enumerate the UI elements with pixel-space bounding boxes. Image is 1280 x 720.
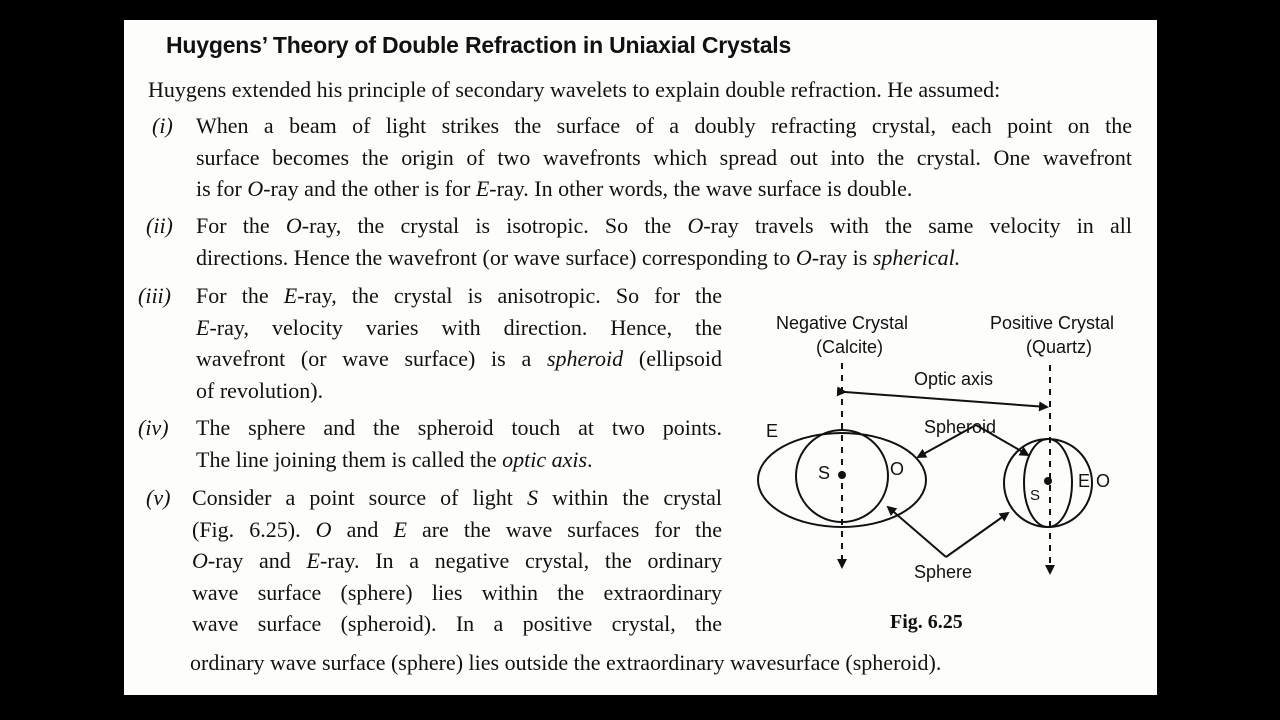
item-line: O-ray and E-ray. In a negative crystal, the ordinary — [192, 548, 722, 573]
left-O-label: O — [890, 459, 905, 479]
optic-axis-label: Optic axis — [914, 369, 994, 389]
item-line: For the E-ray, the crystal is anisotropic. So for the — [196, 283, 722, 308]
item-number: (iv) — [138, 415, 169, 440]
item-line: The line joining them is called the optic axis. — [196, 446, 593, 472]
intro-paragraph: Huygens extended his principle of secondary wavelets to explain double refraction. He assumed: — [148, 77, 1001, 102]
item-line: Consider a point source of light S within the crystal — [192, 485, 722, 510]
item-line: wavefront (or wave surface) is a spheroid (ellipsoid — [196, 346, 722, 371]
item-line: The sphere and the spheroid touch at two points. — [196, 415, 722, 440]
item-line: For the O-ray, the crystal is isotropic. So the O-ray travels with the same velocity in all — [196, 213, 1132, 238]
right-O-label: O — [1096, 471, 1111, 491]
item-line: of revolution). — [196, 377, 324, 403]
item-line: (Fig. 6.25). O and E are the wave surfaces for the — [192, 516, 723, 542]
item-number: (iii) — [138, 283, 171, 308]
figure-caption: Fig. 6.25 — [890, 611, 963, 633]
negative-crystal-sublabel: (Calcite) — [816, 337, 884, 357]
left-E-label: E — [766, 421, 779, 441]
item-line: ordinary wave surface (sphere) lies outside the extraordinary wavesurface (spheroid). — [190, 650, 942, 675]
positive-crystal-sublabel: (Quartz) — [1026, 337, 1093, 357]
section-title: Huygens’ Theory of Double Refraction in Uniaxial Crystals — [166, 32, 792, 58]
right-source-point — [1044, 477, 1052, 485]
item-number: (v) — [146, 485, 171, 510]
positive-crystal-label: Positive Crystal — [990, 313, 1115, 333]
sphere-pointer-left — [888, 507, 946, 557]
negative-crystal-label: Negative Crystal — [776, 313, 909, 333]
sphere-pointer-right — [946, 513, 1008, 557]
optic-axis-arrow — [845, 392, 1047, 407]
left-source-point — [838, 471, 846, 479]
figure-6-25 — [746, 285, 1146, 633]
item-line: E-ray, velocity varies with direction. Hence, the — [196, 314, 722, 340]
item-number: (i) — [152, 113, 173, 138]
item-line: When a beam of light strikes the surface of a doubly refracting crystal, each point on the — [196, 113, 1132, 138]
left-S-label: S — [818, 463, 831, 483]
item-line: is for O-ray and the other is for E-ray. In other words, the wave surface is double. — [196, 176, 913, 201]
item-line: directions. Hence the wavefront (or wave surface) corresponding to O-ray is spherical. — [196, 244, 961, 270]
item-line: wave surface (spheroid). In a positive crystal, the — [192, 611, 722, 636]
spheroid-label: Spheroid — [924, 417, 997, 437]
item-line: wave surface (sphere) lies within the extraordinary — [192, 579, 722, 605]
item-line: surface becomes the origin of two wavefronts which spread out into the crystal. One wavefront — [196, 144, 1132, 170]
right-S-label: S — [1030, 487, 1041, 504]
right-E-label: E — [1078, 471, 1091, 491]
sphere-label: Sphere — [914, 562, 973, 582]
document-page — [124, 20, 1157, 695]
item-number: (ii) — [146, 213, 173, 238]
